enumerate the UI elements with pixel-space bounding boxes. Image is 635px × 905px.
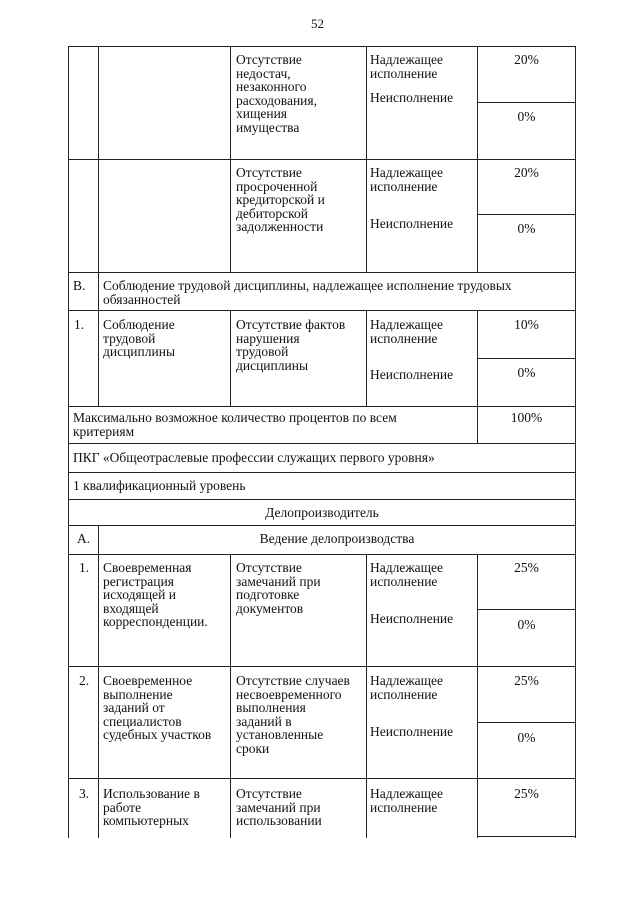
criterion-deadlines: Отсутствие случаев несвоевременного выполнения заданий в установленные сроки	[236, 673, 350, 756]
percent-bad: 0%	[517, 617, 536, 632]
qualification-level: 1 квалификационный уровень	[73, 478, 246, 493]
status-proper: Надлежащее исполнение	[370, 560, 444, 589]
row-number: 1.	[79, 560, 90, 575]
indicator-tasks: Своевременное выполнение заданий от специалистов судебных участков	[103, 673, 212, 742]
page-number: 52	[311, 16, 324, 31]
criterion-documents: Отсутствие замечаний при подготовке документов	[236, 560, 321, 616]
row-number: 1.	[74, 317, 85, 332]
status-improper: Неисполнение	[370, 90, 454, 105]
percent-good: 20%	[514, 52, 539, 67]
section-letter: В.	[73, 278, 86, 293]
status-proper: Надлежащее исполнение	[370, 165, 444, 194]
status-improper: Неисполнение	[370, 724, 454, 739]
status-improper: Неисполнение	[370, 216, 454, 231]
status-proper: Надлежащее исполнение	[370, 317, 444, 346]
percent-good: 10%	[514, 317, 539, 332]
percent-bad: 0%	[517, 221, 536, 236]
percent-bad: 0%	[517, 365, 536, 380]
max-percent-value: 100%	[510, 410, 543, 425]
percent-good: 25%	[514, 673, 539, 688]
section-letter: А.	[77, 531, 91, 546]
percent-good: 25%	[514, 786, 539, 801]
max-percent-label: Максимально возможное количество процентов по всем критериям	[73, 410, 397, 439]
section-title: Соблюдение трудовой дисциплины, надлежащее исполнение трудовых обязанностей	[103, 278, 512, 307]
row-number: 2.	[79, 673, 90, 688]
percent-good: 25%	[514, 560, 539, 575]
position-title: Делопроизводитель	[265, 505, 379, 520]
criterion-debt: Отсутствие просроченной кредиторской и дебиторской задолженности	[236, 165, 325, 234]
indicator-registration: Своевременная регистрация исходящей и входящей корреспонденции.	[103, 560, 208, 629]
percent-bad: 0%	[517, 730, 536, 745]
criterion-discipline: Отсутствие фактов нарушения трудовой дисциплины	[236, 317, 346, 373]
status-improper: Неисполнение	[370, 611, 454, 626]
criterion-usage: Отсутствие замечаний при использовании	[236, 786, 322, 828]
section-title: Ведение делопроизводства	[259, 531, 415, 546]
percent-bad: 0%	[517, 109, 536, 124]
status-proper: Надлежащее исполнение	[370, 52, 444, 81]
status-improper: Неисполнение	[370, 367, 454, 382]
status-proper: Надлежащее исполнение	[370, 673, 444, 702]
pkg-title: ПКГ «Общеотраслевые профессии служащих первого уровня»	[73, 450, 435, 465]
status-proper: Надлежащее исполнение	[370, 786, 444, 815]
percent-good: 20%	[514, 165, 539, 180]
indicator-computers: Использование в работе компьютерных	[103, 786, 200, 828]
row-number: 3.	[79, 786, 90, 801]
indicator-discipline: Соблюдение трудовой дисциплины	[103, 317, 176, 359]
criterion-shortage: Отсутствие недостач, незаконного расходования, хищения имущества	[236, 52, 317, 135]
